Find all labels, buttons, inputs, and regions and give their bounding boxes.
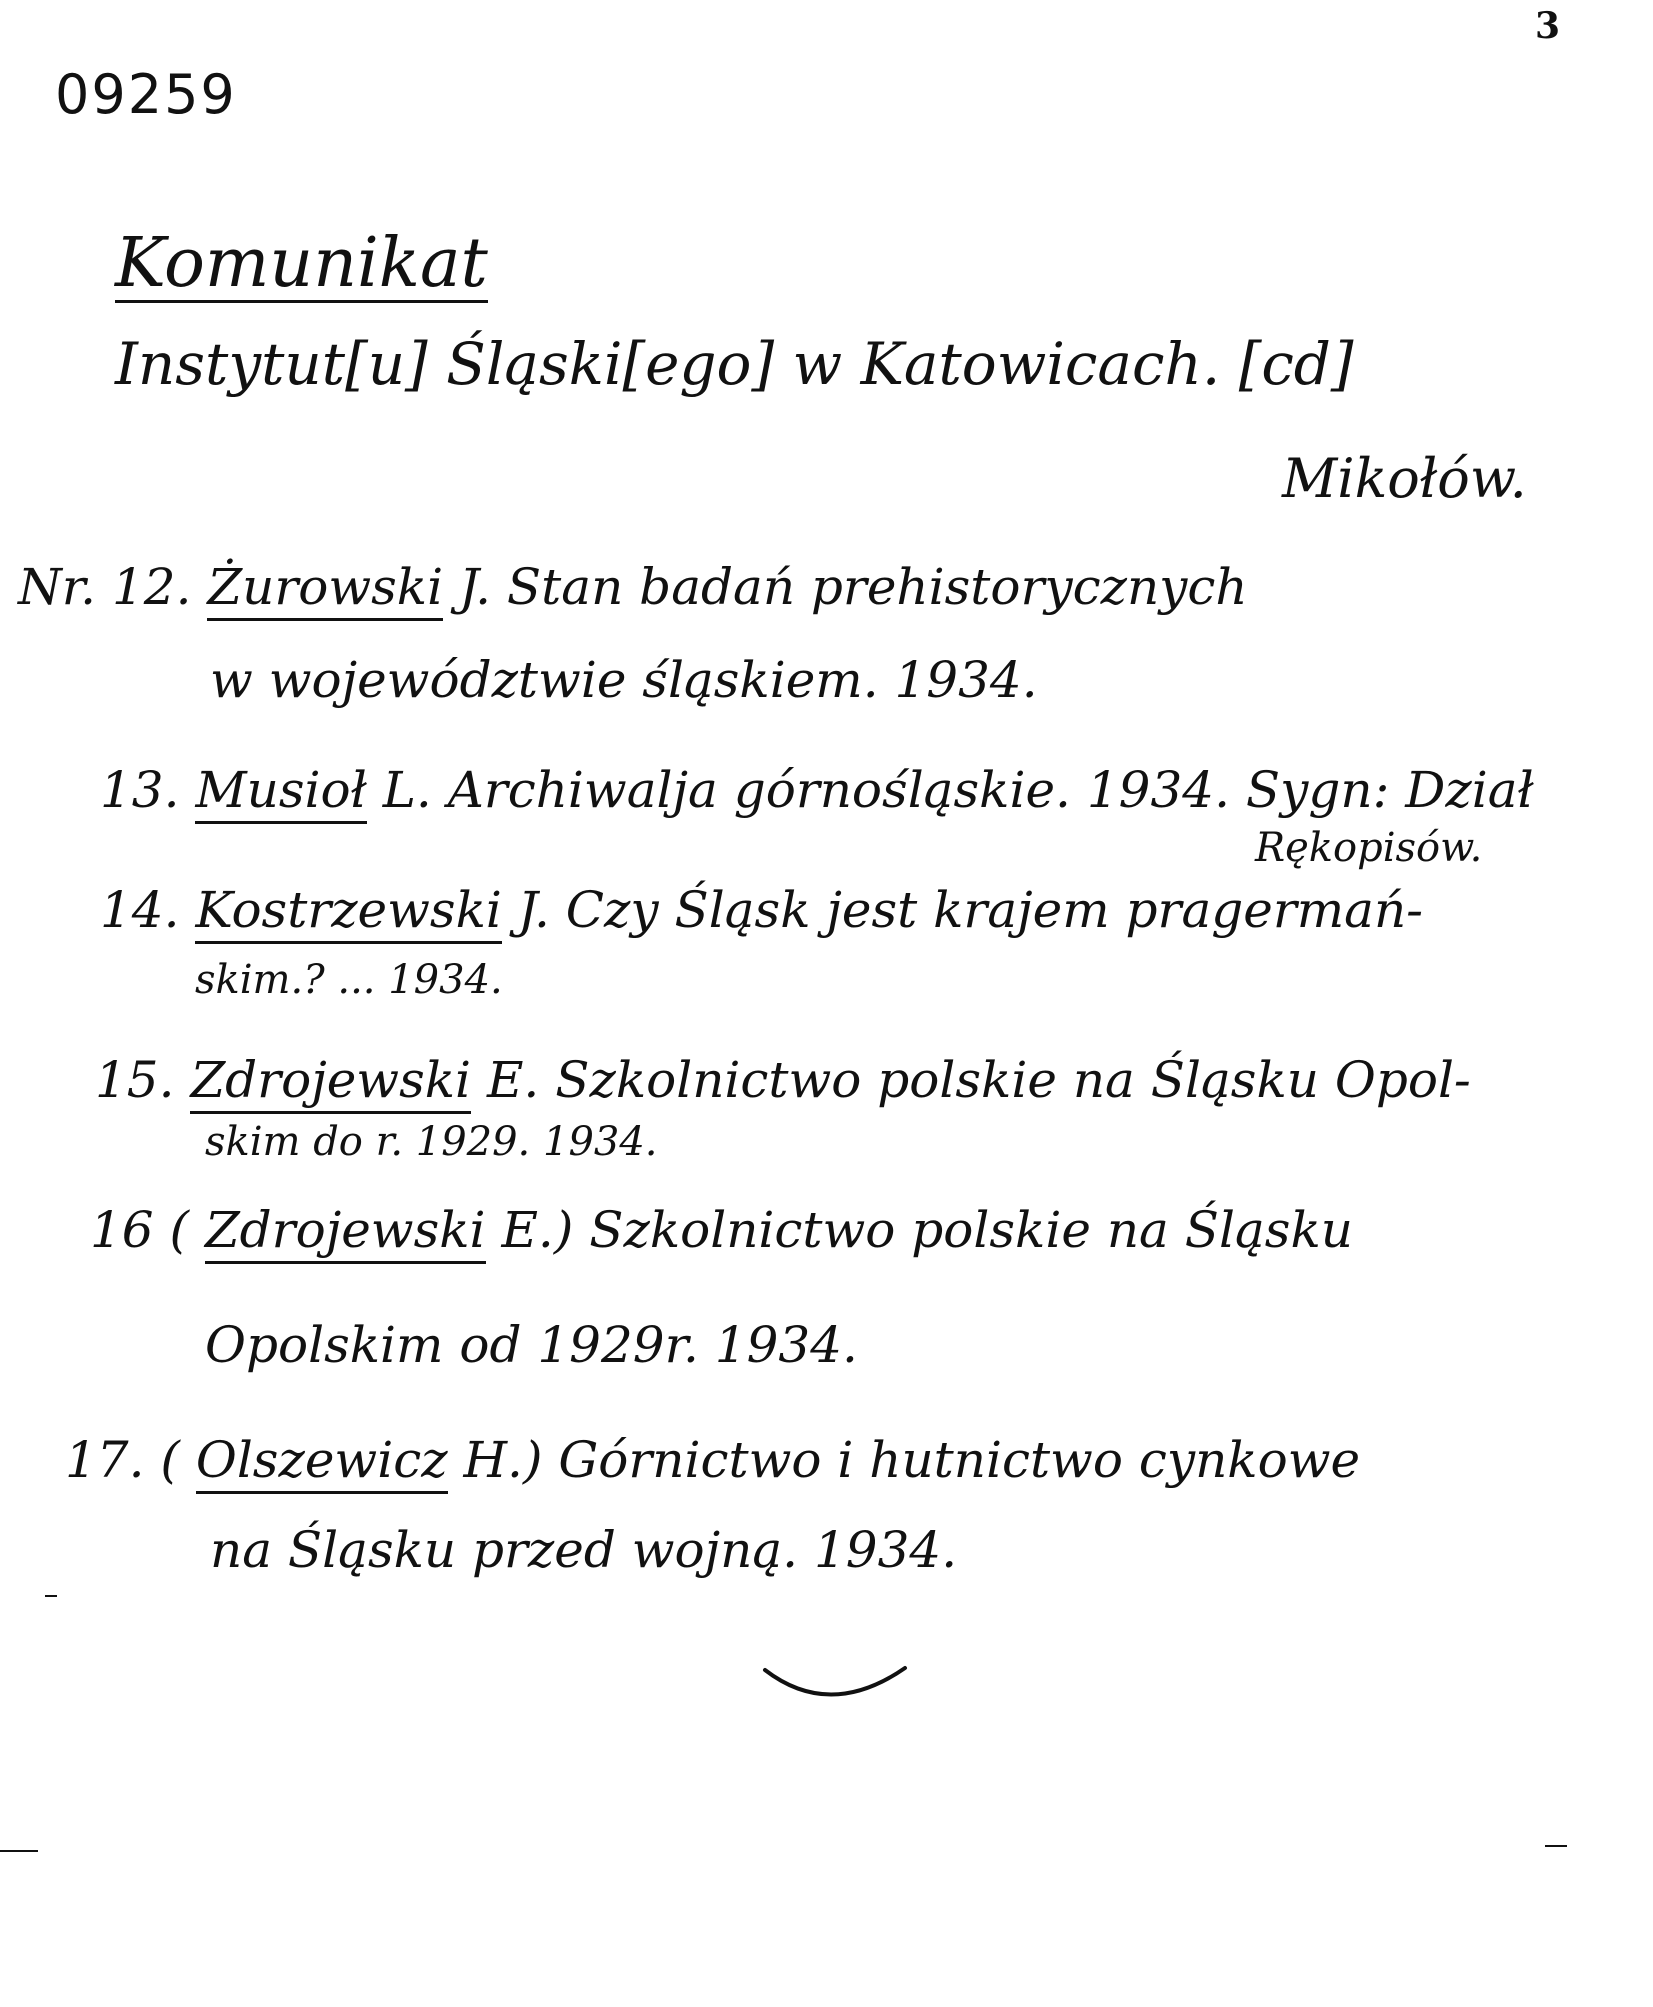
entry-13-line1	[100, 761, 1534, 819]
entry-number: 14.	[100, 881, 180, 939]
edge-tick-right	[1545, 1845, 1567, 1847]
entry-14-line1	[100, 881, 1424, 939]
entry-author: Żurowski	[207, 558, 443, 621]
document-title: Komunikat	[115, 224, 488, 303]
document-subtitle-text: Instytut[u] Śląski[ego] w Katowicach. [cd]	[115, 330, 1354, 398]
entry-13-line2: Rękopisów.	[1255, 825, 1483, 871]
entry-text: E. Szkolnictwo polskie na Śląsku Opol-	[486, 1051, 1471, 1109]
entry-author: Kostrzewski	[195, 881, 501, 944]
page-number: 3	[1535, 5, 1561, 47]
entry-author: Musioł	[195, 761, 366, 824]
edge-tick-left-2	[0, 1850, 38, 1852]
entry-16-line1	[90, 1201, 1353, 1259]
entry-number: 17. (	[65, 1431, 180, 1489]
entry-number: Nr. 12.	[18, 558, 192, 616]
entry-16-line2: Opolskim od 1929r. 1934.	[205, 1316, 858, 1374]
closing-mark	[760, 1660, 910, 1720]
entry-number: 15.	[95, 1051, 175, 1109]
entry-17-line2: na Śląsku przed wojną. 1934.	[210, 1521, 958, 1579]
entry-14-line2: skim.? ... 1934.	[195, 957, 503, 1003]
entry-text: L. Archiwalja górnośląskie. 1934. Sygn: Dział	[382, 761, 1534, 819]
entry-12-line1	[18, 558, 1248, 616]
entry-number: 13.	[100, 761, 180, 819]
entry-number: 16 (	[90, 1201, 190, 1259]
entry-15-line1	[95, 1051, 1471, 1109]
entry-12-line2: w województwie śląskiem. 1934.	[210, 651, 1038, 709]
edge-tick-left-1	[45, 1595, 57, 1597]
entry-author: Zdrojewski	[205, 1201, 486, 1264]
entry-author: Olszewicz	[196, 1431, 448, 1494]
place-name: Mikołów.	[1282, 447, 1527, 510]
entry-text: J. Stan badań prehistorycznych	[458, 558, 1248, 616]
catalog-number: 09259	[55, 63, 237, 126]
entry-17-line1	[65, 1431, 1361, 1489]
entry-text: E.) Szkolnictwo polskie na Śląsku	[501, 1201, 1353, 1259]
entry-text: J. Czy Śląsk jest krajem pragermań-	[517, 881, 1424, 939]
entry-text: H.) Górnictwo i hutnictwo cynkowe	[463, 1431, 1361, 1489]
entry-15-line2: skim do r. 1929. 1934.	[205, 1119, 658, 1165]
entry-author: Zdrojewski	[190, 1051, 471, 1114]
document-subtitle	[115, 330, 1354, 398]
